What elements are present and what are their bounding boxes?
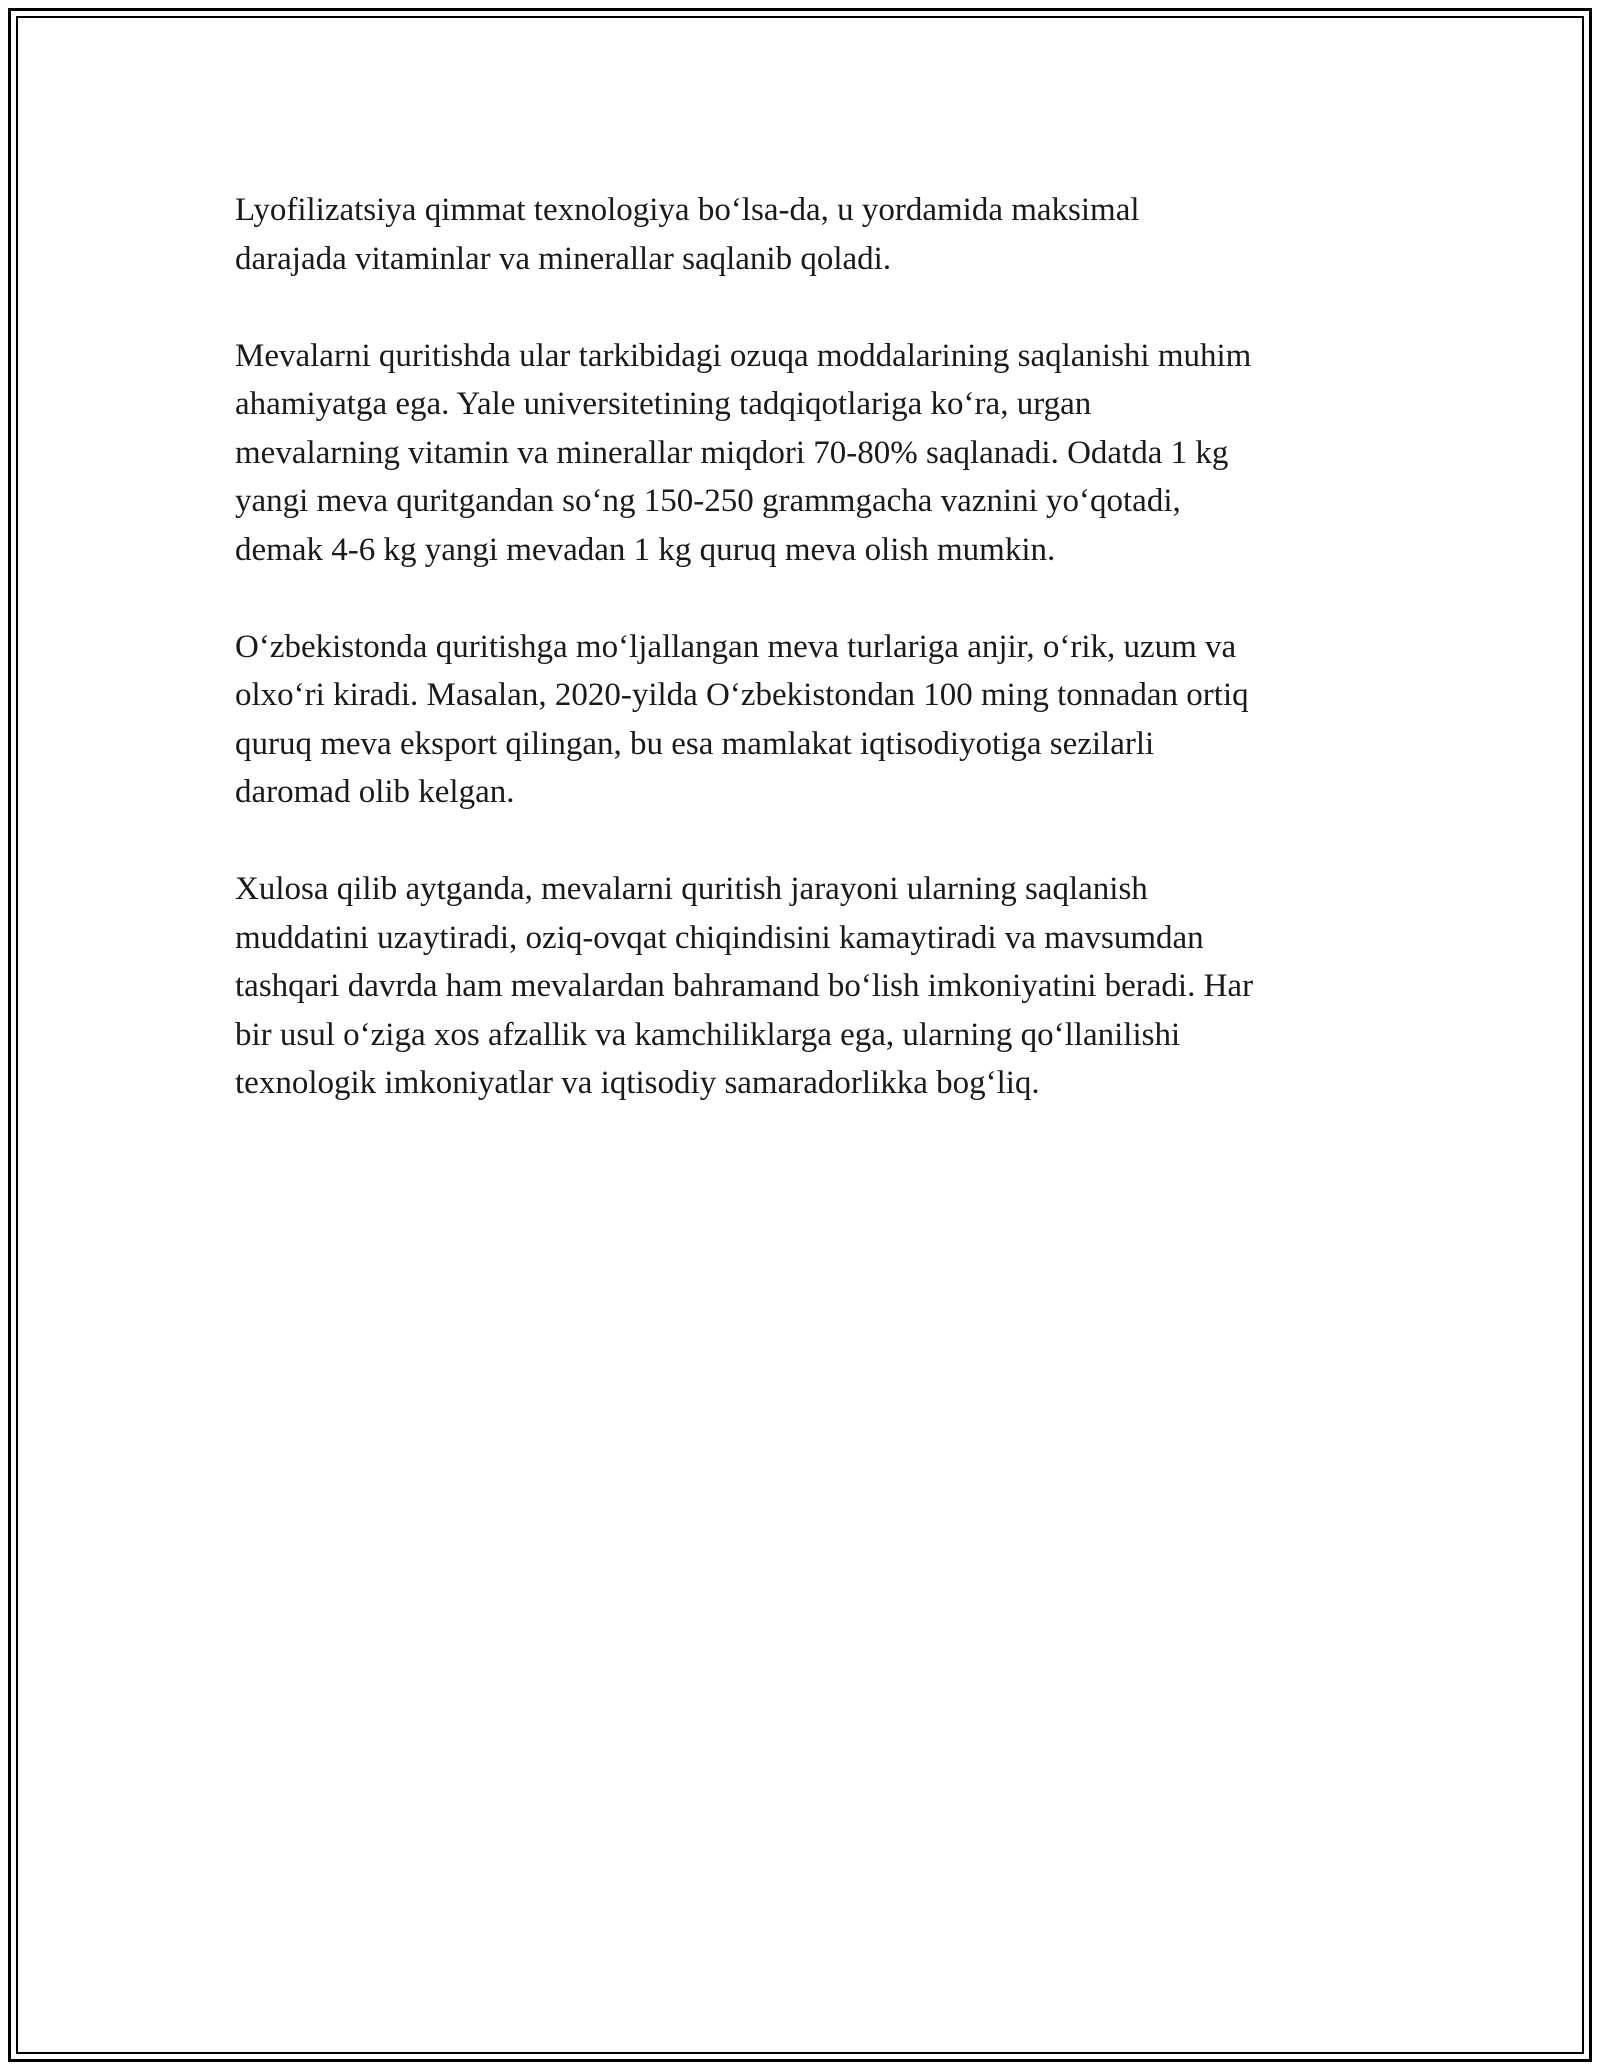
paragraph-line: darajada vitaminlar va minerallar saqlanib qoladi. — [235, 240, 892, 277]
paragraph-line: Xulosa qilib aytganda, mevalarni quritish jarayoni ularning saqlanish — [235, 871, 1148, 907]
paragraph-1 — [235, 186, 1375, 283]
paragraph-line: demak 4-6 kg yangi mevadan 1 kg quruq meva olish mumkin. — [235, 531, 1056, 568]
paragraph-line: quruq meva eksport qilingan, bu esa mamlakat iqtisodiyotiga sezilarli — [235, 725, 1155, 762]
paragraph-line: muddatini uzaytiradi, oziq-ovqat chiqindisini kamaytiradi va mavsumdan — [235, 919, 1204, 956]
paragraph-line: Mevalarni quritishda ular tarkibidagi ozuqa moddalarining saqlanishi muhim — [235, 337, 1252, 374]
paragraph-line: Lyofilizatsiya qimmat texnologiya boʻlsa-da, u yordamida maksimal — [235, 192, 1140, 228]
paragraph-line: Oʻzbekistonda quritishga moʻljallangan meva turlariga anjir, oʻrik, uzum va — [235, 628, 1237, 665]
paragraph-line: ahamiyatga ega. Yale universitetining tadqiqotlariga koʻra, urgan — [235, 386, 1092, 422]
paragraph-line: texnologik imkoniyatlar va iqtisodiy samaradorlikka bogʻliq. — [235, 1065, 1040, 1101]
document-body — [235, 186, 1375, 1156]
paragraph-line: daromad olib kelgan. — [235, 774, 515, 810]
paragraph-line: tashqari davrda ham mevalardan bahramand boʻlish imkoniyatini beradi. Har — [235, 968, 1254, 1004]
paragraph-line: mevalarning vitamin va minerallar miqdori 70-80% saqlanadi. Odatda 1 kg — [235, 434, 1229, 471]
paragraph-line: yangi meva quritgandan soʻng 150-250 grammgacha vaznini yoʻqotadi, — [235, 483, 1181, 519]
paragraph-2 — [235, 332, 1375, 575]
paragraph-4 — [235, 865, 1375, 1108]
paragraph-line: bir usul oʻziga xos afzallik va kamchiliklarga ega, ularning qoʻllanilishi — [235, 1016, 1181, 1053]
paragraph-3 — [235, 623, 1375, 817]
paragraph-line: olxoʻri kiradi. Masalan, 2020-yilda Oʻzbekistondan 100 ming tonnadan ortiq — [235, 677, 1249, 713]
